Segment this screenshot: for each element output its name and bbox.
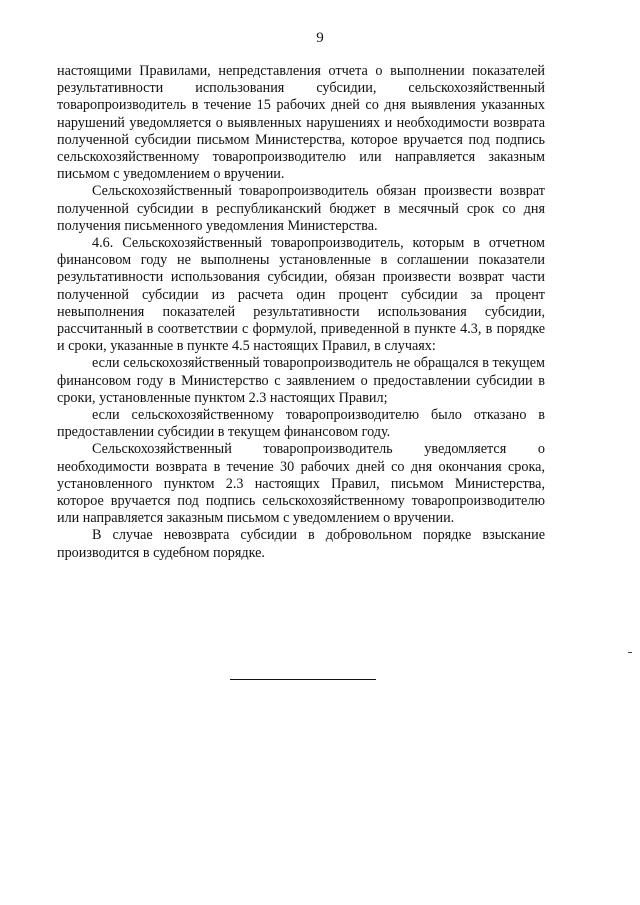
- page-number: 9: [316, 30, 324, 46]
- end-of-document-line: [230, 679, 376, 680]
- document-body: [57, 63, 545, 562]
- scan-margin-mark: [628, 652, 632, 653]
- paragraph-notification: Сельскохозяйственный товаропроизводитель уведомляется о необходимости возврата в течение 30 рабочих дней со дня окончания срока, установленного пунктом 2.3 настоящих Правил, письмом Министерства, которое вручается под подпись сельскохозяйственному товаропроизводителю или направляется заказным письмом с уведомлением о вручении.: [57, 441, 545, 527]
- paragraph-case-refused: если сельскохозяйственному товаропроизводителю было отказано в предоставлении субсидии в текущем финансовом году.: [57, 407, 545, 441]
- paragraph-court-recovery: В случае невозврата субсидии в добровольном порядке взыскание производится в судебном порядке.: [57, 527, 545, 561]
- paragraph-refund-obligation: Сельскохозяйственный товаропроизводитель обязан произвести возврат полученной субсидии в республиканский бюджет в месячный срок со дня получения письменного уведомления Министерства.: [57, 183, 545, 234]
- paragraph-clause-4-6: 4.6. Сельскохозяйственный товаропроизводитель, которым в отчетном финансовом году не выполнены установленные в соглашении показатели результативности использования субсидии, обязан произвести возврат части полученной субсидии из расчета один процент субсидии за процент невыполнения показателей результативности использования субсидии, рассчитанный в соответствии с формулой, приведенной в пункте 4.3, в порядке и сроки, указанные в пункте 4.5 настоящих Правил, в случаях:: [57, 235, 545, 355]
- paragraph-case-no-application: если сельскохозяйственный товаропроизводитель не обращался в текущем финансовом году в Министерство с заявлением о предоставлении субсидии в сроки, установленные пунктом 2.3 настоящих Правил;: [57, 355, 545, 406]
- paragraph-continuation: настоящими Правилами, непредставления отчета о выполнении показателей результативности использования субсидии, сельскохозяйственный товаропроизводитель в течение 15 рабочих дней со дня выявления указанных нарушений уведомляется о выявленных нарушениях и необходимости возврата полученной субсидии письмом Министерства, которое вручается под подпись сельскохозяйственному товаропроизводителю или направляется заказным письмом с уведомлением о вручении.: [57, 63, 545, 183]
